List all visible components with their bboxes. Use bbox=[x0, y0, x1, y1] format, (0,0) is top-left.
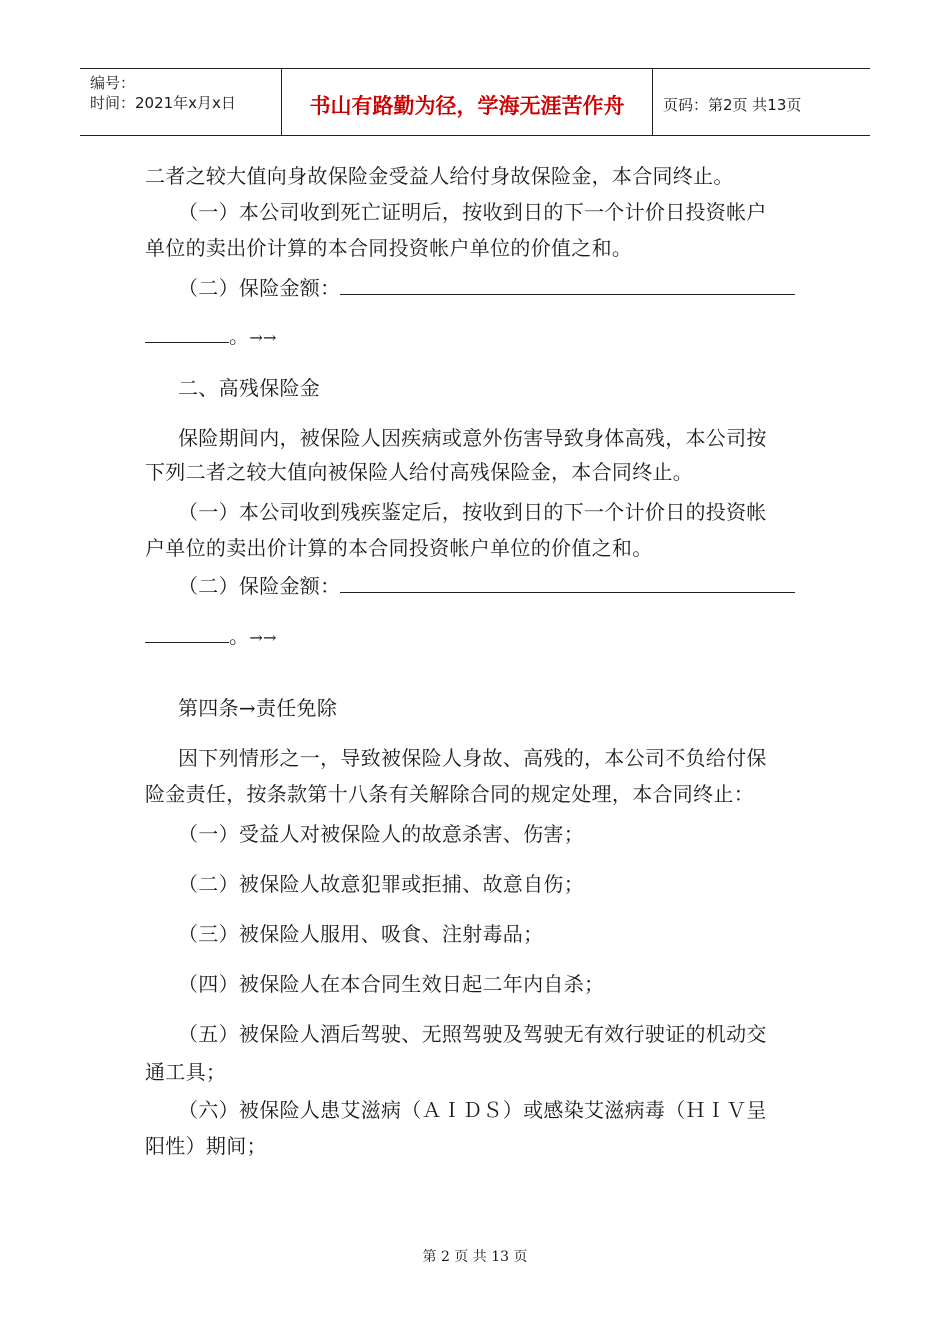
page-header bbox=[80, 68, 870, 136]
paragraph-line: 因下列情形之一，导致被保险人身故、高残的，本公司不负给付保 bbox=[178, 746, 767, 770]
page-footer: 第 2 页 共 13 页 bbox=[422, 1249, 528, 1265]
section-heading: 二、高残保险金 bbox=[178, 376, 321, 400]
arrow-marks: →→ bbox=[249, 628, 277, 647]
paragraph-line: （一）本公司收到残疾鉴定后，按收到日的下一个计价日的投资帐 bbox=[178, 500, 767, 524]
exclusion-item: （四）被保险人在本合同生效日起二年内自杀； bbox=[178, 972, 605, 996]
arrow-marks: →→ bbox=[249, 328, 277, 347]
paragraph-line: 下列二者之较大值向被保险人给付高残保险金，本合同终止。 bbox=[145, 460, 694, 484]
document-number: 编号： bbox=[90, 74, 136, 92]
blank-continuation: 。→→ bbox=[145, 620, 277, 649]
paragraph-line: 险金责任，按条款第十八条有关解除合同的规定处理，本合同终止： bbox=[145, 782, 754, 806]
article-heading: 第四条→责任免除 bbox=[178, 696, 338, 720]
fill-in-blank bbox=[340, 574, 795, 593]
fill-in-blank bbox=[145, 624, 229, 643]
exclusion-item: （六）被保险人患艾滋病（ＡＩＤＳ）或感染艾滋病毒（ＨＩＶ呈 bbox=[178, 1098, 767, 1122]
blank-continuation: 。→→ bbox=[145, 320, 277, 349]
fill-in-blank bbox=[340, 276, 795, 295]
insured-amount-line bbox=[178, 570, 795, 599]
paragraph-line: （一）本公司收到死亡证明后，按收到日的下一个计价日投资帐户 bbox=[178, 200, 767, 224]
exclusion-item-continued: 通工具； bbox=[145, 1060, 227, 1084]
exclusion-item: （一）受益人对被保险人的故意杀害、伤害； bbox=[178, 822, 584, 846]
fill-in-blank bbox=[145, 324, 229, 343]
exclusion-item: （二）被保险人故意犯罪或拒捕、故意自伤； bbox=[178, 872, 584, 896]
paragraph-line: 户单位的卖出价计算的本合同投资帐户单位的价值之和。 bbox=[145, 536, 653, 560]
exclusion-item-continued: 阳性）期间； bbox=[145, 1134, 267, 1158]
insured-amount-line bbox=[178, 272, 795, 301]
paragraph-line: 保险期间内，被保险人因疾病或意外伤害导致身体高残，本公司按 bbox=[178, 426, 767, 450]
header-meta bbox=[80, 69, 282, 135]
header-page-info: 页码：第2页 共13页 bbox=[663, 95, 802, 114]
exclusion-item: （五）被保险人酒后驾驶、无照驾驶及驾驶无有效行驶证的机动交 bbox=[178, 1022, 767, 1046]
paragraph-line: 单位的卖出价计算的本合同投资帐户单位的价值之和。 bbox=[145, 236, 633, 260]
insured-amount-label: （二）保险金额： bbox=[178, 574, 341, 598]
header-motto: 书山有路勤为径，学海无涯苦作舟 bbox=[282, 69, 653, 135]
document-date: 时间：2021年x月x日 bbox=[90, 94, 236, 112]
insured-amount-label: （二）保险金额： bbox=[178, 276, 341, 300]
exclusion-item: （三）被保险人服用、吸食、注射毒品； bbox=[178, 922, 544, 946]
paragraph-line: 二者之较大值向身故保险金受益人给付身故保险金，本合同终止。 bbox=[145, 164, 734, 188]
